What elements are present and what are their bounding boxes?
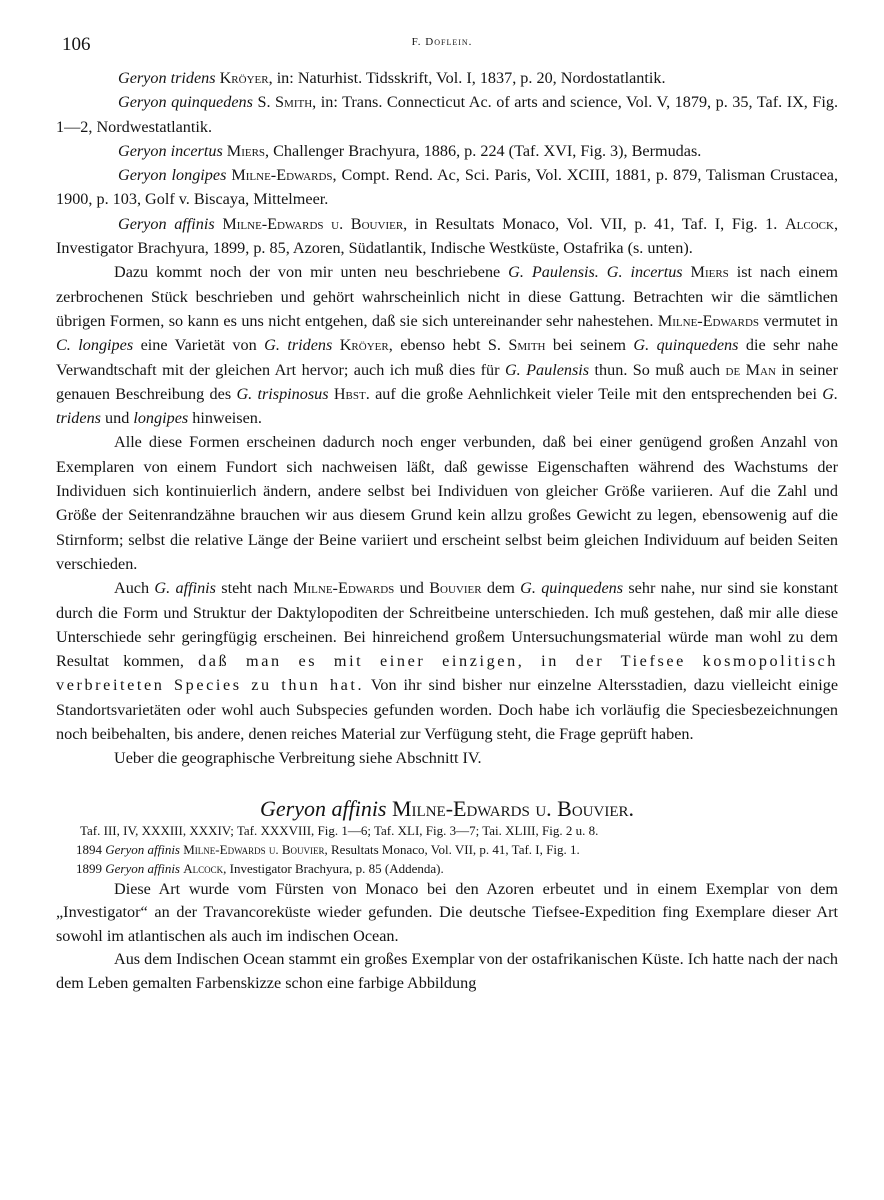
spaced-emphasis: daß man es mit einer einzigen, in der Tiefsee kosmopolitisch verbreiteten Species zu thun hat. [56,652,839,695]
plate-references: Taf. III, IV, XXXIII, XXXIV; Taf. XXXVIII, Fig. 1—6; Taf. XLI, Fig. 3—7; Tai. XLIII, Fig. 2 u. 8. [80,822,599,838]
species-name: G. quinquedens [633,336,739,355]
page-number: 106 [62,34,91,55]
species-name: G. Paulensis. [508,263,599,282]
author-name: Milne-Edwards [657,311,760,330]
species-name: G. tridens [264,336,333,355]
author-name: Hbst. [333,384,370,403]
reference-text: , Compt. Rend. Ac, Sci. Paris, Vol. XCIII, 1881, p. 879, Talisman Crustacea, 1900, p. 103, Golf v. Biscaya, Mittelmeer. [56,166,838,209]
text-run: sehr nahe, nur sind sie konstant durch die Form und Struktur der Daktylopoditen der Schreitbeine unterschieden. Ich muß gestehen, daß mir alle diese Unterschiede sehr geringfügig erscheinen. Bei hinreichend großem Untersuchungsmaterial würde man wohl zu dem Resultat kommen, [56,579,839,671]
author-name: Alcock [183,860,224,876]
paragraph-occurrence: Diese Art wurde vom Fürsten von Monaco bei den Azoren erbeutet und in einem Exemplar von dem „Investigator“ an der Travancoreküste wieder gefunden. Die deutsche Tiefsee-Expedition fing Exemplare dieser Art sowohl im atlantischen als auch im indischen Ocean. [56,879,838,945]
paragraph-distribution: Ueber die geographische Verbreitung siehe Abschnitt IV. [114,749,482,768]
reference-entry [56,66,838,90]
species-name: G. incertus [606,263,683,282]
synonym-entry [56,859,838,878]
text-run: vermutet in [759,311,838,330]
reference-entry [56,139,838,163]
text-run: dem [481,579,521,598]
page-body [56,66,838,995]
species-name: Geryon longipes [118,166,227,185]
title-author: Milne-Edwards u. Bouvier. [392,795,634,821]
author-name: Alcock [784,214,834,233]
paragraph-variation: Alle diese Formen erscheinen dadurch noch enger verbunden, daß bei einer genügend großen Anzahl von Exemplaren von einem Fundort sich nachweisen läßt, daß gewisse Eigenschaften während des Wachstums der Individuen sich kontinuierlich ändern, andere selbst bei Individuen von gleicher Größe variieren. Auf die Zahl und Größe der Seitenrandzähne brauchen wir aus diesem Grund kein allzu großes Gewicht zu legen, ebensowenig auf die Stirnform; selbst die relative Länge der Beine variiert und erscheint selbst beim gleichen Individuum auf beiden Seiten verschieden. [56,433,838,573]
author-name: Miers [690,263,729,282]
author-name: Milne-Edwards [231,166,333,185]
species-name: G. tridens [56,384,838,428]
year: 1894 [76,841,102,857]
text-run: auf die große Aehnlichkeit vieler Teile mit den entsprechenden bei [369,384,823,403]
section-title [56,797,838,821]
reference-entry [56,163,838,212]
text-run: bei seinem [545,336,634,355]
year: 1899 [76,860,102,876]
title-species: Geryon affinis [260,795,387,821]
paragraph-related-forms [56,260,838,430]
species-name: Geryon tridens [118,69,216,87]
reference-text: , in: Naturhist. Tidsskrift, Vol. I, 1837, p. 20, Nordostatlantik. [268,69,666,87]
author-name: Milne-Edwards u. Bouvier [183,841,325,857]
text-run: thun. So muß auch [589,360,726,379]
author-name: S. Smith [257,93,313,112]
text-run: und [394,579,430,598]
paragraph-affinis [56,576,838,746]
species-name: Geryon incertus [118,141,223,160]
species-name: C. longipes [56,336,134,355]
text-run: die sehr nahe Verwandtschaft mit der gleichen Art hervor; auch ich muß dies für [56,336,839,379]
text-run: eine Varietät von [133,336,265,355]
reference-text: , Investigator Brachyura, 1899, p. 85, Azoren, Südatlantik, Indische Westküste, Ostafrika (s. unten). [56,214,839,258]
synonym-entry [56,840,838,859]
author-name: Kröyer [339,336,389,355]
species-name: G. Paulensis [504,360,590,379]
author-name: Bouvier [429,579,482,598]
text-run: Von ihr sind bisher nur einzelne Altersstadien, dazu vielleicht einige Standortsvarietäten oder wohl auch Subspecies gefunden worden. Doch habe ich vorläufig die Speciesbezeichnungen noch beibehalten, bis andere, denen reiches Material zur Verfügung steht, die Frage geprüft haben. [56,676,838,744]
paragraph-indian-ocean: Aus dem Indischen Ocean stammt ein großes Exemplar von der ostafrikanischen Küste. Ich hatte nach der nach dem Leben gemalten Farbenskizze schon eine farbige Abbildung [56,950,838,992]
species-name: longipes [133,409,189,428]
text-run: ist nach einem zerbrochenen Stück beschrieben und gehört wahrscheinlich nicht in diese Gattung. Betrachten wir die sämtlichen übrigen Formen, so kann es uns nicht entgehen, daß sie sich untereinander sehr nahestehen. [56,263,838,330]
reference-text: , in Resultats Monaco, Vol. VII, p. 41, Taf. I, Fig. 1. [403,214,778,233]
reference-text: , in: Trans. Connecticut Ac. of arts and science, Vol. V, 1879, p. 35, Taf. IX, Fig. 1—2, Nordwestatlantik. [56,93,838,136]
reference-entry [56,212,838,261]
text-run: Dazu kommt noch der von mir unten neu beschriebene [114,263,509,282]
running-head: F. Doflein. [411,36,473,48]
text-run: Auch [114,579,155,598]
species-name: Geryon affinis [105,860,180,876]
author-name: Kröyer [219,69,269,87]
author-name: Milne-Edwards u. Bouvier [222,214,404,233]
section-geryon-affinis [56,797,838,996]
author-name: Milne-Edwards [293,579,395,598]
species-name: G. affinis [154,579,216,598]
species-name: Geryon affinis [105,841,180,857]
reference-text: , Challenger Brachyura, 1886, p. 224 (Taf. XVI, Fig. 3), Bermudas. [265,141,702,160]
species-name: G. quinquedens [520,579,624,598]
text-run: hinweisen. [188,409,262,428]
reference-text: , Resultats Monaco, Vol. VII, p. 41, Taf. I, Fig. 1. [324,841,580,857]
text-run: steht nach [215,579,294,598]
author-name: Smith [508,336,546,355]
species-name: G. trispinosus [236,384,329,403]
author-name: Miers [226,141,266,160]
reference-entry [56,90,838,139]
species-name: Geryon affinis [118,214,215,233]
reference-text: , Investigator Brachyura, p. 85 (Addenda). [223,860,444,876]
text-run: , ebenso hebt S. [388,336,509,355]
species-name: Geryon quinquedens [118,93,253,112]
text-run [599,263,607,281]
text-run: und [100,409,134,428]
text-run: in seiner genauen Beschreibung des [56,360,838,403]
author-name: de Man [725,360,776,379]
